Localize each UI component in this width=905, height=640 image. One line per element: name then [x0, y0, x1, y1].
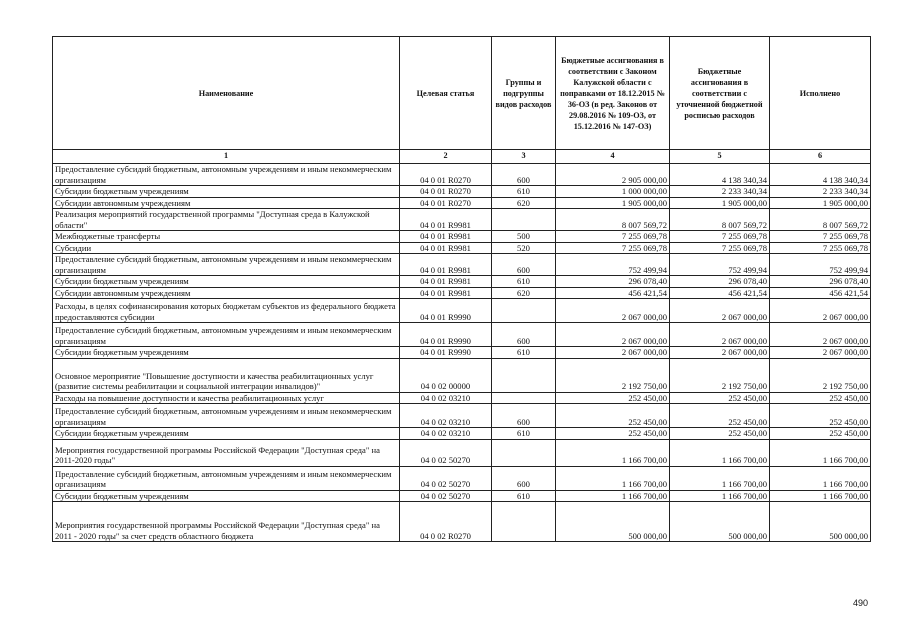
row-law-amount: 8 007 569,72 — [556, 209, 670, 231]
row-executed-amount: 252 450,00 — [770, 428, 871, 440]
row-law-amount: 1 905 000,00 — [556, 197, 670, 209]
row-executed-amount: 1 166 700,00 — [770, 466, 871, 490]
row-refined-amount: 4 138 340,34 — [670, 164, 770, 186]
row-refined-amount: 1 905 000,00 — [670, 197, 770, 209]
column-number: 3 — [492, 150, 556, 164]
row-name: Мероприятия государственной программы Российской Федерации "Доступная среда" на 2011-2020 годы" — [53, 439, 400, 466]
table-row — [53, 466, 871, 490]
row-executed-amount: 1 166 700,00 — [770, 490, 871, 502]
row-refined-amount: 500 000,00 — [670, 502, 770, 542]
row-executed-amount: 456 421,54 — [770, 287, 871, 299]
row-refined-amount: 1 166 700,00 — [670, 439, 770, 466]
row-executed-amount: 500 000,00 — [770, 502, 871, 542]
row-refined-amount: 7 255 069,78 — [670, 242, 770, 254]
row-expense-type: 610 — [492, 347, 556, 359]
row-expense-type: 600 — [492, 404, 556, 428]
row-refined-amount: 2 233 340,34 — [670, 186, 770, 198]
table-row — [53, 242, 871, 254]
row-refined-amount: 8 007 569,72 — [670, 209, 770, 231]
row-expense-type — [492, 209, 556, 231]
row-expense-type — [492, 439, 556, 466]
row-law-amount: 2 067 000,00 — [556, 299, 670, 323]
row-law-amount: 296 078,40 — [556, 276, 670, 288]
table-row — [53, 428, 871, 440]
row-expense-type — [492, 299, 556, 323]
table-row — [53, 197, 871, 209]
row-law-amount: 2 067 000,00 — [556, 323, 670, 347]
table-row — [53, 392, 871, 404]
row-law-amount: 1 000 000,00 — [556, 186, 670, 198]
row-expense-type: 620 — [492, 287, 556, 299]
row-name: Реализация мероприятий государственной программы "Доступная среда в Калужской области" — [53, 209, 400, 231]
row-target-code: 04 0 01 R0270 — [400, 197, 492, 209]
header-target-article: Целевая статья — [400, 37, 492, 150]
table-row — [53, 231, 871, 243]
row-target-code: 04 0 01 R0270 — [400, 186, 492, 198]
row-executed-amount: 1 905 000,00 — [770, 197, 871, 209]
row-executed-amount: 2 192 750,00 — [770, 358, 871, 392]
row-expense-type: 610 — [492, 428, 556, 440]
table-row — [53, 404, 871, 428]
row-expense-type — [492, 358, 556, 392]
page-number: 490 — [853, 598, 869, 608]
column-number-row — [53, 150, 871, 164]
row-expense-type: 600 — [492, 254, 556, 276]
row-executed-amount: 252 450,00 — [770, 392, 871, 404]
row-refined-amount: 252 450,00 — [670, 392, 770, 404]
header-name: Наименование — [53, 37, 400, 150]
table-row — [53, 209, 871, 231]
row-name: Расходы на повышение доступности и качества реабилитационных услуг — [53, 392, 400, 404]
row-name: Предоставление субсидий бюджетным, автономным учреждениям и иным некоммерческим организациям — [53, 164, 400, 186]
row-name: Предоставление субсидий бюджетным, автономным учреждениям и иным некоммерческим организациям — [53, 323, 400, 347]
table-row — [53, 323, 871, 347]
row-executed-amount: 4 138 340,34 — [770, 164, 871, 186]
row-name: Предоставление субсидий бюджетным, автономным учреждениям и иным некоммерческим организациям — [53, 466, 400, 490]
row-target-code: 04 0 01 R0270 — [400, 164, 492, 186]
row-target-code: 04 0 01 R9981 — [400, 254, 492, 276]
row-refined-amount: 2 067 000,00 — [670, 347, 770, 359]
row-target-code: 04 0 01 R9990 — [400, 299, 492, 323]
row-target-code: 04 0 02 00000 — [400, 358, 492, 392]
row-expense-type: 520 — [492, 242, 556, 254]
table-row — [53, 287, 871, 299]
row-expense-type: 610 — [492, 186, 556, 198]
table-row — [53, 186, 871, 198]
row-name: Основное мероприятие "Повышение доступности и качества реабилитационных услуг (развитие системы реабилитации и социальной интеграции инвалидов)" — [53, 358, 400, 392]
row-law-amount: 1 166 700,00 — [556, 439, 670, 466]
row-executed-amount: 8 007 569,72 — [770, 209, 871, 231]
row-name: Межбюджетные трансферты — [53, 231, 400, 243]
row-executed-amount: 2 233 340,34 — [770, 186, 871, 198]
row-expense-type — [492, 502, 556, 542]
column-number: 4 — [556, 150, 670, 164]
row-expense-type: 600 — [492, 466, 556, 490]
row-target-code: 04 0 01 R9981 — [400, 231, 492, 243]
row-law-amount: 2 905 000,00 — [556, 164, 670, 186]
row-refined-amount: 1 166 700,00 — [670, 466, 770, 490]
row-refined-amount: 2 192 750,00 — [670, 358, 770, 392]
row-name: Субсидии бюджетным учреждениям — [53, 490, 400, 502]
row-law-amount: 752 499,94 — [556, 254, 670, 276]
header-expense-groups: Группы и подгруппы видов расходов — [492, 37, 556, 150]
row-expense-type: 600 — [492, 164, 556, 186]
row-law-amount: 2 067 000,00 — [556, 347, 670, 359]
table-row — [53, 502, 871, 542]
header-row — [53, 37, 871, 150]
row-target-code: 04 0 01 R9981 — [400, 209, 492, 231]
header-law-allocations: Бюджетные ассигнования в соответствии с Законом Калужской области с поправками от 18.12.2015 № 36-ОЗ (в ред. Законов от 29.08.2016 № 109-ОЗ, от 15.12.2016 № 147-ОЗ) — [556, 37, 670, 150]
row-refined-amount: 2 067 000,00 — [670, 323, 770, 347]
row-refined-amount: 2 067 000,00 — [670, 299, 770, 323]
row-law-amount: 1 166 700,00 — [556, 490, 670, 502]
row-law-amount: 500 000,00 — [556, 502, 670, 542]
row-target-code: 04 0 01 R9990 — [400, 347, 492, 359]
row-name: Предоставление субсидий бюджетным, автономным учреждениям и иным некоммерческим организациям — [53, 254, 400, 276]
row-executed-amount: 2 067 000,00 — [770, 347, 871, 359]
row-expense-type: 600 — [492, 323, 556, 347]
row-executed-amount: 296 078,40 — [770, 276, 871, 288]
row-law-amount: 252 450,00 — [556, 392, 670, 404]
column-number: 6 — [770, 150, 871, 164]
row-name: Расходы, в целях софинансирования которых бюджетам субъектов из федерального бюджета предоставляются субсидии — [53, 299, 400, 323]
table-row — [53, 164, 871, 186]
row-target-code: 04 0 02 50270 — [400, 466, 492, 490]
row-law-amount: 2 192 750,00 — [556, 358, 670, 392]
row-law-amount: 252 450,00 — [556, 428, 670, 440]
row-law-amount: 7 255 069,78 — [556, 242, 670, 254]
table-row — [53, 276, 871, 288]
column-number: 1 — [53, 150, 400, 164]
table-row — [53, 347, 871, 359]
row-refined-amount: 296 078,40 — [670, 276, 770, 288]
row-target-code: 04 0 02 03210 — [400, 428, 492, 440]
table-row — [53, 254, 871, 276]
row-executed-amount: 2 067 000,00 — [770, 299, 871, 323]
row-name: Субсидии автономным учреждениям — [53, 197, 400, 209]
row-target-code: 04 0 02 50270 — [400, 439, 492, 466]
row-executed-amount: 1 166 700,00 — [770, 439, 871, 466]
row-target-code: 04 0 01 R9990 — [400, 323, 492, 347]
row-target-code: 04 0 02 03210 — [400, 392, 492, 404]
table-row — [53, 358, 871, 392]
row-target-code: 04 0 02 R0270 — [400, 502, 492, 542]
row-refined-amount: 252 450,00 — [670, 404, 770, 428]
row-name: Субсидии автономным учреждениям — [53, 287, 400, 299]
row-executed-amount: 752 499,94 — [770, 254, 871, 276]
row-name: Субсидии бюджетным учреждениям — [53, 428, 400, 440]
row-name: Субсидии бюджетным учреждениям — [53, 347, 400, 359]
row-expense-type: 610 — [492, 276, 556, 288]
row-target-code: 04 0 01 R9981 — [400, 242, 492, 254]
row-executed-amount: 252 450,00 — [770, 404, 871, 428]
row-refined-amount: 752 499,94 — [670, 254, 770, 276]
header-executed: Исполнено — [770, 37, 871, 150]
column-number: 2 — [400, 150, 492, 164]
row-expense-type: 610 — [492, 490, 556, 502]
row-name: Предоставление субсидий бюджетным, автономным учреждениям и иным некоммерческим организациям — [53, 404, 400, 428]
row-name: Субсидии бюджетным учреждениям — [53, 276, 400, 288]
row-refined-amount: 456 421,54 — [670, 287, 770, 299]
table-body — [53, 164, 871, 542]
table-row — [53, 299, 871, 323]
column-number: 5 — [670, 150, 770, 164]
header-refined-allocations: Бюджетные ассигнования в соответствии с уточненной бюджетной росписью расходов — [670, 37, 770, 150]
row-executed-amount: 7 255 069,78 — [770, 242, 871, 254]
table-row — [53, 439, 871, 466]
row-target-code: 04 0 02 03210 — [400, 404, 492, 428]
row-executed-amount: 7 255 069,78 — [770, 231, 871, 243]
table-row — [53, 490, 871, 502]
row-law-amount: 7 255 069,78 — [556, 231, 670, 243]
budget-table — [52, 36, 871, 542]
row-target-code: 04 0 01 R9981 — [400, 276, 492, 288]
row-law-amount: 252 450,00 — [556, 404, 670, 428]
row-expense-type: 620 — [492, 197, 556, 209]
row-refined-amount: 252 450,00 — [670, 428, 770, 440]
row-name: Мероприятия государственной программы Российской Федерации "Доступная среда" на 2011 - 2020 годы" за счет средств областного бюджета — [53, 502, 400, 542]
row-refined-amount: 7 255 069,78 — [670, 231, 770, 243]
row-executed-amount: 2 067 000,00 — [770, 323, 871, 347]
row-name: Субсидии — [53, 242, 400, 254]
row-law-amount: 1 166 700,00 — [556, 466, 670, 490]
row-expense-type: 500 — [492, 231, 556, 243]
row-expense-type — [492, 392, 556, 404]
row-law-amount: 456 421,54 — [556, 287, 670, 299]
row-target-code: 04 0 02 50270 — [400, 490, 492, 502]
row-name: Субсидии бюджетным учреждениям — [53, 186, 400, 198]
row-refined-amount: 1 166 700,00 — [670, 490, 770, 502]
row-target-code: 04 0 01 R9981 — [400, 287, 492, 299]
